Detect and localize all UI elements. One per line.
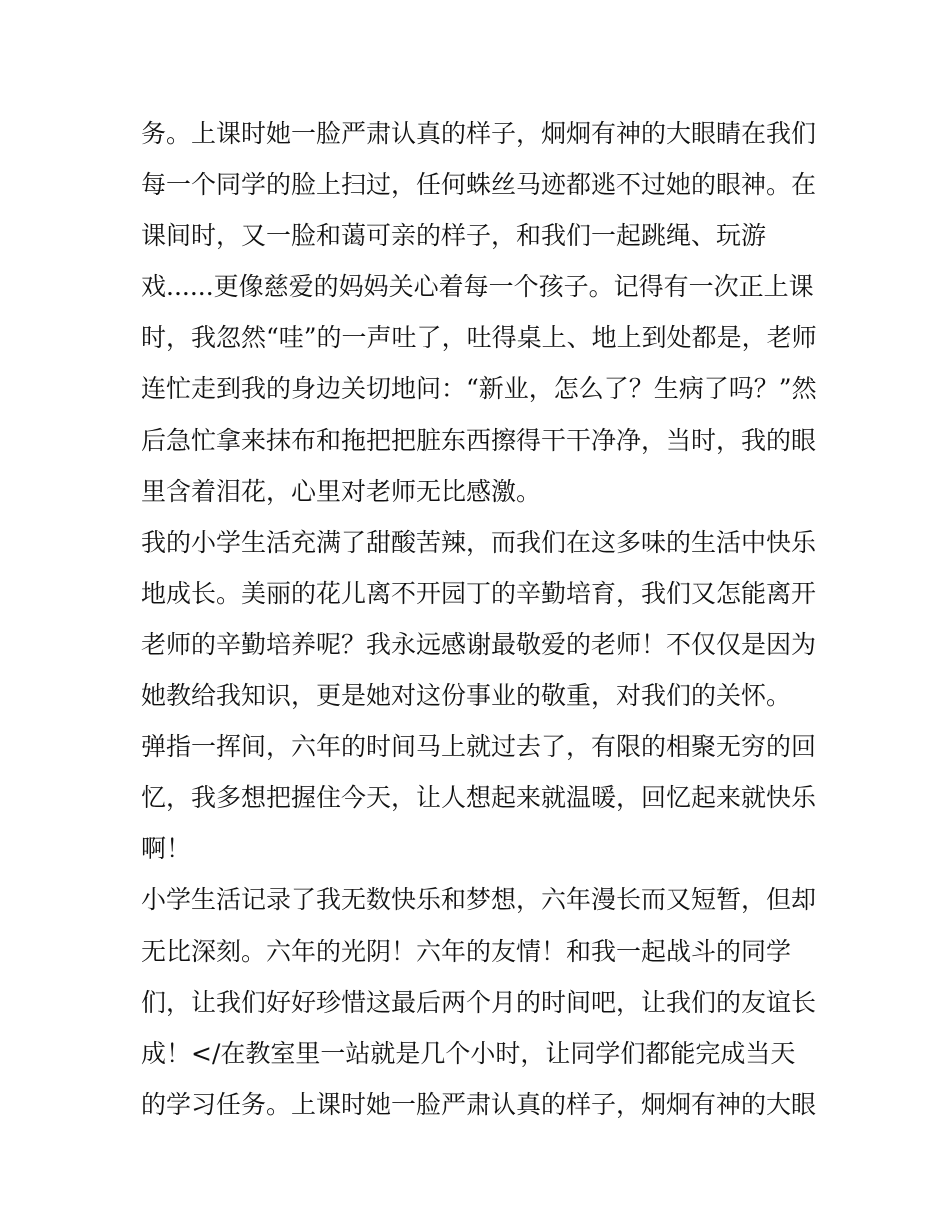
text-line: 课间时，又一脸和蔼可亲的样子，和我们一起跳绳、玩游: [141, 221, 767, 251]
text-line: 老师的辛勤培养呢？我永远感谢最敬爱的老师！不仅仅是因为: [141, 629, 817, 659]
text-line: 里含着泪花，心里对老师无比感激。: [141, 476, 542, 506]
text-line: 们，让我们好好珍惜这最后两个月的时间吧，让我们的友谊长: [141, 987, 817, 1017]
text-line: 每一个同学的脸上扫过，任何蛛丝马迹都逃不过她的眼神。在: [141, 170, 817, 200]
text-line: 无比深刻。六年的光阴！六年的友情！和我一起战斗的同学: [141, 936, 792, 966]
text-line: 小学生活记录了我无数快乐和梦想，六年漫长而又短暂，但却: [141, 885, 817, 915]
text-line: 她教给我知识，更是她对这份事业的敬重，对我们的关怀。: [141, 681, 792, 711]
text-line: 戏......更像慈爱的妈妈关心着每一个孩子。记得有一次正上课: [141, 272, 814, 302]
text-line: 时，我忽然“哇”的一声吐了，吐得桌上、地上到处都是，老师: [141, 323, 817, 353]
text-line: 弹指一挥间，六年的时间马上就过去了，有限的相聚无穷的回: [141, 732, 817, 762]
text-line: 地成长。美丽的花儿离不开园丁的辛勤培育，我们又怎能离开: [141, 578, 817, 608]
text-line: 忆，我多想把握住今天，让人想起来就温暖，回忆起来就快乐: [141, 783, 817, 813]
text-line: 成！</在教室里一站就是几个小时，让同学们都能完成当天: [141, 1038, 796, 1068]
text-line: 务。上课时她一脸严肃认真的样子，炯炯有神的大眼睛在我们: [141, 119, 817, 148]
document-body: [141, 108, 821, 1130]
text-line: 连忙走到我的身边关切地问：“新业，怎么了？生病了吗？”然: [141, 374, 817, 404]
text-line: 的学习任务。上课时她一脸严肃认真的样子，炯炯有神的大眼: [141, 1089, 817, 1119]
text-line: 后急忙拿来抹布和拖把把脏东西擦得干干净净，当时，我的眼: [141, 425, 817, 455]
text-line: 啊！: [141, 834, 192, 864]
text-line: 我的小学生活充满了甜酸苦辣，而我们在这多味的生活中快乐: [141, 527, 817, 557]
